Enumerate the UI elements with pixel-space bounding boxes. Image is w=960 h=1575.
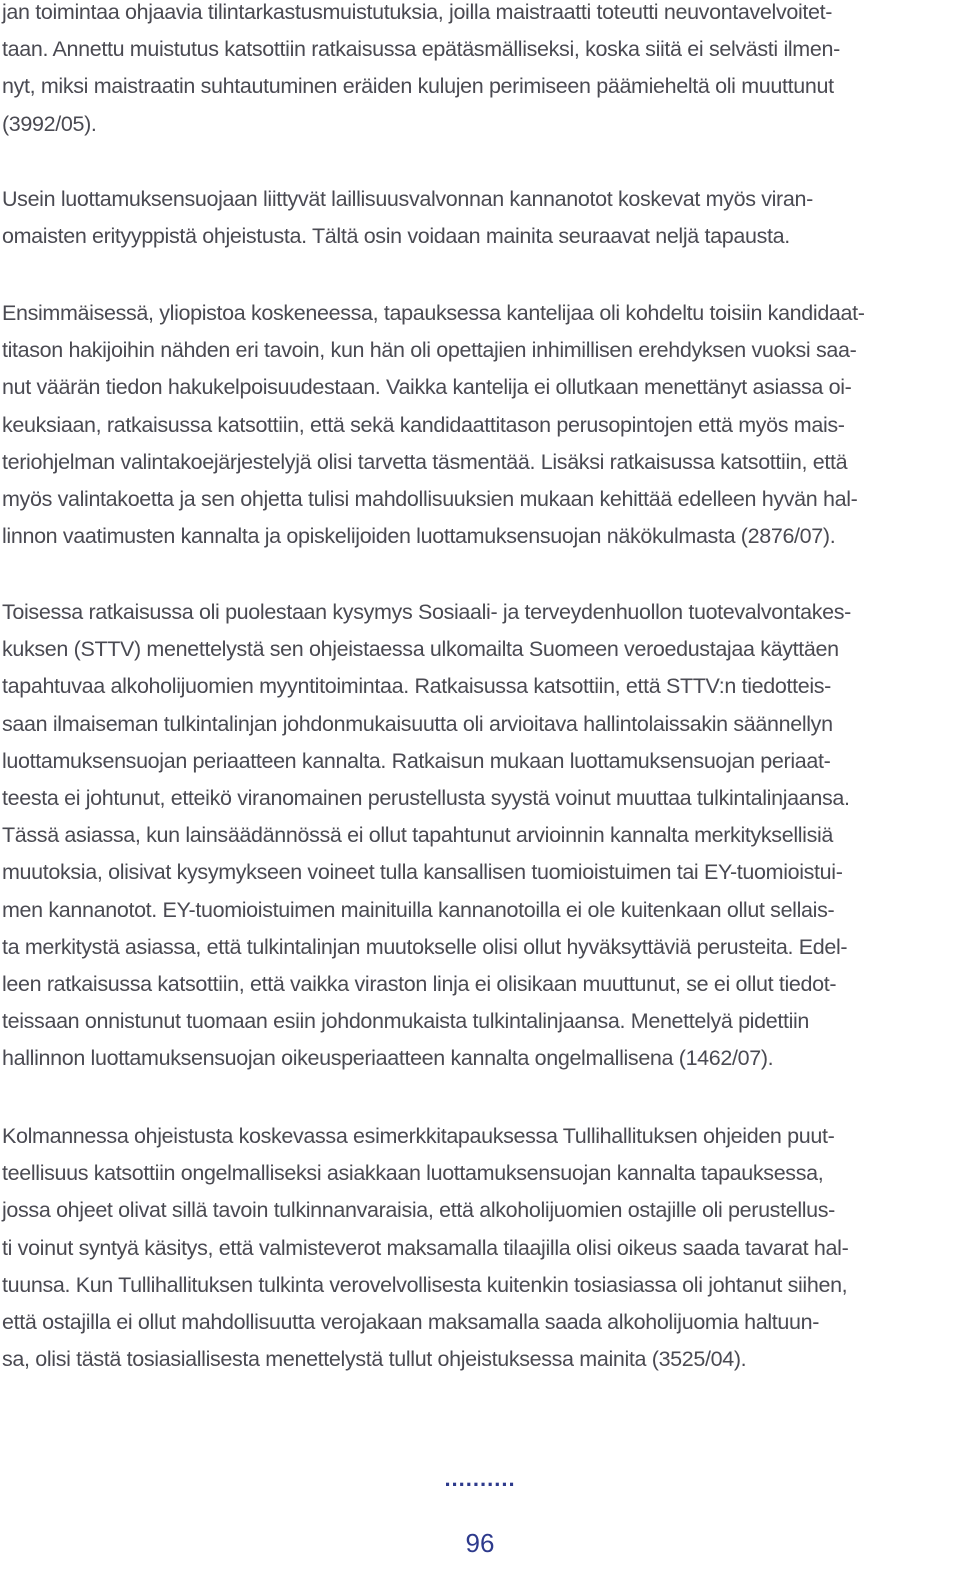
text-line: sa, olisi tästä tosiasiallisesta menettelystä tullut ohjeistuksessa mainita (3525/04). xyxy=(2,1347,747,1372)
paragraph xyxy=(2,1118,848,1378)
text-line: Toisessa ratkaisussa oli puolestaan kysymys Sosiaali- ja terveydenhuollon tuotevalvontakes- xyxy=(2,600,851,624)
text-line: omaisten erityyppistä ohjeistusta. Tältä osin voidaan mainita seuraavat neljä tapausta. xyxy=(2,224,790,249)
text-line: jan toimintaa ohjaavia tilintarkastusmuistutuksia, joilla maistraatti toteutti neuvontavelvoitet- xyxy=(2,0,833,24)
text-line: myös valintakoetta ja sen ohjetta tulisi mahdollisuuksien mukaan kehittää edelleen hyvän hal- xyxy=(2,487,858,512)
text-line: keuksiaan, ratkaisussa katsottiin, että sekä kandidaattitason perusopintojen että myös mais- xyxy=(2,412,845,437)
text-line: Kolmannessa ohjeistusta koskevassa esimerkkitapauksessa Tullihallituksen ohjeiden puut- xyxy=(2,1124,835,1148)
text-line: leen ratkaisussa katsottiin, että vaikka viraston linja ei olisikaan muuttunut, se ei ollut tiedot- xyxy=(2,972,837,997)
page-number: 96 xyxy=(465,1528,495,1558)
text-line: muutoksia, olisivat kysymykseen voineet tulla kansallisen tuomioistuimen tai EY-tuomioistui- xyxy=(2,860,843,885)
text-line: taan. Annettu muistutus katsottiin ratkaisussa epätäsmälliseksi, koska siitä ei selvästi ilmen- xyxy=(2,37,840,62)
footer-dots: .......... xyxy=(444,1466,516,1491)
text-line: teesta ei johtunut, etteikö viranomainen perustellusta syystä voinut muuttaa tulkintalinjaansa. xyxy=(2,786,850,811)
paragraph xyxy=(2,594,851,1078)
text-line: men kannanotot. EY-tuomioistuimen mainituilla kannanotoilla ei ole kuitenkaan ollut sellais- xyxy=(2,897,835,922)
paragraph xyxy=(2,181,813,255)
text-line: luottamuksensuojan periaatteen kannalta. Ratkaisun mukaan luottamuksensuojan periaat- xyxy=(2,748,831,773)
text-line: teissaan onnistunut tuomaan esiin johdonmukaista tulkintalinjaansa. Menettelyä pidettiin xyxy=(2,1009,810,1034)
text-line: nut väärän tiedon hakukelpoisuudestaan. Vaikka kantelija ei ollutkaan menettänyt asiassa oi- xyxy=(2,375,852,400)
text-line: teriohjelman valintakoejärjestelyjä olisi tarvetta täsmentää. Lisäksi ratkaisussa katsottiin, että xyxy=(2,449,848,474)
text-line: kuksen (STTV) menettelystä sen ohjeistaessa ulkomailta Suomeen veroedustajaa käyttäen xyxy=(2,637,839,662)
text-line: hallinnon luottamuksensuojan oikeusperiaatteen kannalta ongelmallisena (1462/07). xyxy=(2,1046,774,1071)
paragraph xyxy=(2,295,865,555)
text-line: teellisuus katsottiin ongelmalliseksi asiakkaan luottamuksensuojan kannalta tapauksessa, xyxy=(2,1161,824,1186)
text-line: nyt, miksi maistraatin suhtautuminen eräiden kulujen perimiseen päämieheltä oli muuttunut xyxy=(2,74,834,99)
text-line: linnon vaatimusten kannalta ja opiskelijoiden luottamuksensuojan näkökulmasta (2876/07). xyxy=(2,524,836,549)
text-line: tuunsa. Kun Tullihallituksen tulkinta verovelvollisesta kuitenkin tosiasiassa oli johtanut siihen, xyxy=(2,1272,848,1297)
text-line: ta merkitystä asiassa, että tulkintalinjan muutokselle olisi ollut hyväksyttäviä perusteita. Edel- xyxy=(2,934,848,959)
text-line: Ensimmäisessä, yliopistoa koskeneessa, tapauksessa kantelijaa oli kohdeltu toisiin kandidaat- xyxy=(2,301,865,325)
text-line: titason hakijoihin nähden eri tavoin, kun hän oli opettajien inhimillisen erehdyksen vuoksi saa- xyxy=(2,338,857,363)
text-line: että ostajilla ei ollut mahdollisuutta verojakaan maksamalla saada alkoholijuomia haltuun- xyxy=(2,1310,820,1335)
text-line: (3992/05). xyxy=(2,111,97,136)
text-line: jossa ohjeet olivat sillä tavoin tulkinnanvaraisia, että alkoholijuomien ostajille oli perustellus- xyxy=(2,1198,835,1223)
paragraph xyxy=(2,0,840,143)
text-line: Usein luottamuksensuojaan liittyvät laillisuusvalvonnan kannanotot koskevat myös viran- xyxy=(2,187,813,211)
text-line: tapahtuvaa alkoholijuomien myyntitoimintaa. Ratkaisussa katsottiin, että STTV:n tiedotteis- xyxy=(2,674,831,699)
text-line: ti voinut syntyä käsitys, että valmisteverot maksamalla tilaajilla olisi oikeus saada tavarat hal- xyxy=(2,1235,849,1260)
text-line: saan ilmaiseman tulkintalinjan johdonmukaisuutta oli arvioitava hallintolaissakin säännellyn xyxy=(2,711,833,736)
text-line: Tässä asiassa, kun lainsäädännössä ei ollut tapahtunut arvioinnin kannalta merkityksellisiä xyxy=(2,823,834,848)
